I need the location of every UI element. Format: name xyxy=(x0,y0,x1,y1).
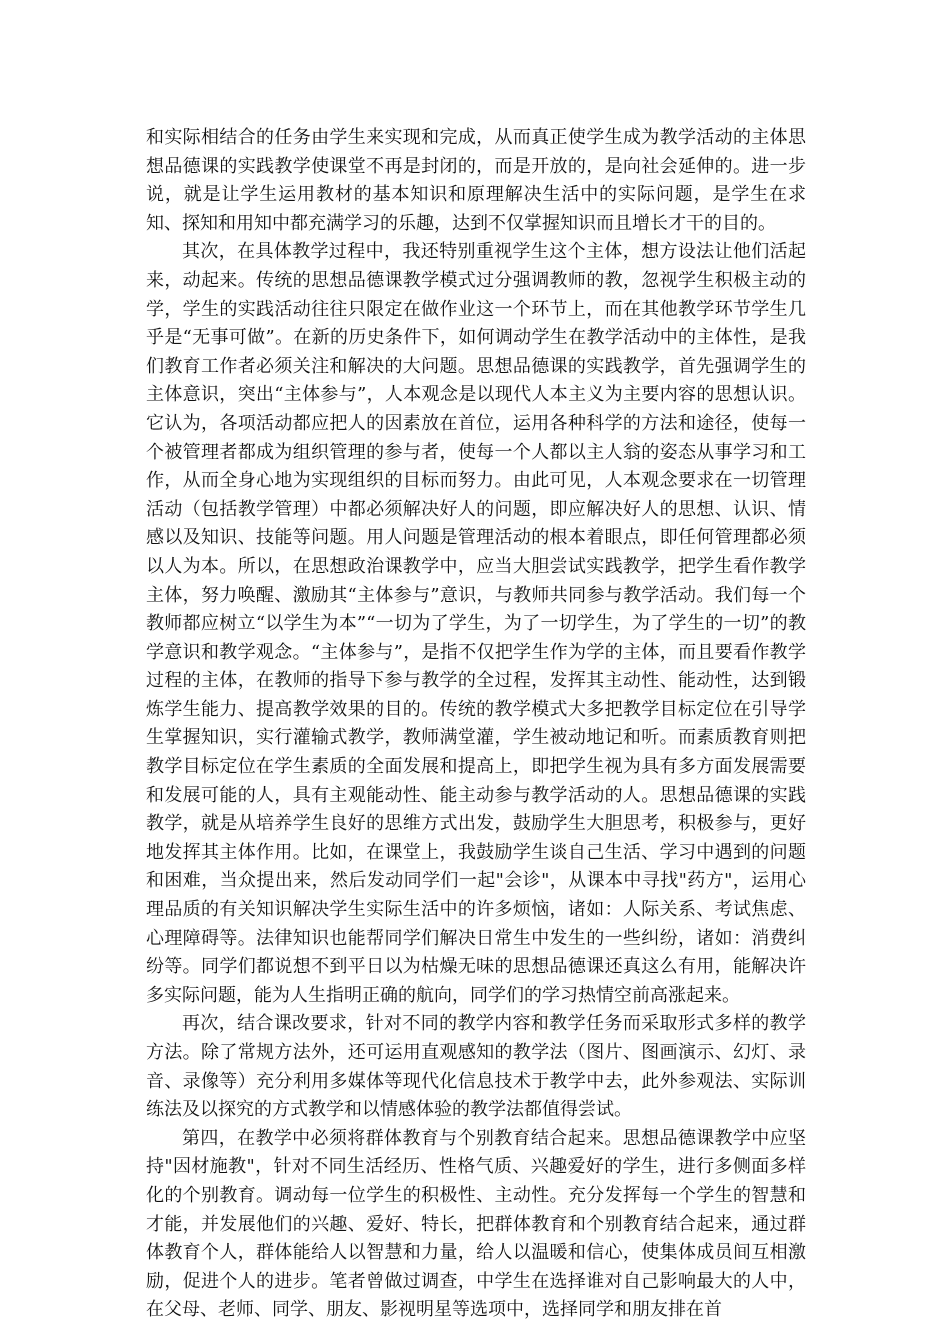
paragraph-4: 第四，在教学中必须将群体教育与个别教育结合起来。思想品德课教学中应坚持"因材施教"，针对不同生活经历、性格气质、兴趣爱好的学生，进行多侧面多样化的个别教育。调动每一位学生的积极性、主动性。充分发挥每一个学生的智慧和才能，并发展他们的兴趣、爱好、特长，把群体教育和个别教育结合起来，通过群体教育个人，群体能给人以智慧和力量，给人以温暖和信心，使集体成员间互相激励，促进个人的进步。笔者曾做过调查，中学生在选择谁对自己影响最大的人中，在父母、老师、同学、朋友、影视明星等选项中，选择同学和朋友排在首 xyxy=(146,1127,806,1321)
document-body xyxy=(146,124,806,1325)
paragraph-1: 和实际相结合的任务由学生来实现和完成，从而真正使学生成为教学活动的主体思想品德课的实践教学使课堂不再是封闭的，而是开放的，是向社会延伸的。进一步说，就是让学生运用教材的基本知识和原理解决生活中的实际问题，是学生在求知、探知和用知中都充满学习的乐趣，达到不仅掌握知识而且增长才干的目的。 xyxy=(146,127,806,234)
paragraph-3: 再次，结合课改要求，针对不同的教学内容和教学任务而采取形式多样的教学方法。除了常规方法外，还可运用直观感知的教学法（图片、图画演示、幻灯、录音、录像等）充分利用多媒体等现代化信息技术于教学中去，此外参观法、实际训练法及以探究的方式教学和以情感体验的教学法都值得尝试。 xyxy=(146,1013,806,1121)
paragraph-2: 其次，在具体教学过程中，我还特别重视学生这个主体，想方设法让他们活起来，动起来。传统的思想品德课教学模式过分强调教师的教，忽视学生积极主动的学，学生的实践活动往往只限定在做作业这一个环节上，而在其他教学环节学生几乎是“无事可做”。在新的历史条件下，如何调动学生在教学活动中的主体性，是我们教育工作者必须关注和解决的大问题。思想品德课的实践教学，首先强调学生的主体意识，突出“主体参与”，人本观念是以现代人本主义为主要内容的思想认识。它认为，各项活动都应把人的因素放在首位，运用各种科学的方法和途径，使每一个被管理者都成为组织管理的参与者，使每一个人都以主人翁的姿态从事学习和工作，从而全身心地为实现组织的目标而努力。由此可见，人本观念要求在一切管理活动（包括教学管理）中都必须解决好人的问题，即应解决好人的思想、认识、情感以及知识、技能等问题。用人问题是管理活动的根本着眼点，即任何管理都必须以人为本。所以，在思想政治课教学中，应当大胆尝试实践教学，把学生看作教学主体，努力唤醒、激励其“主体参与”意识，与教师共同参与教学活动。我们每一个教师都应树立“以学生为本”“一切为了学生，为了一切学生，为了学生的一切”的教学意识和教学观念。“主体参与”，是指不仅把学生作为学的主体，而且要看作教学过程的主体，在教师的指导下参与教学的全过程，发挥其主动性、能动性，达到锻炼学生能力、提高教学效果的目的。传统的教学模式大多把教学目标定位在引导学生掌握知识，实行灌输式教学，教师满堂灌，学生被动地记和听。而素质教育则把教学目标定位在学生素质的全面发展和提高上，即把学生视为具有多方面发展需要和发展可能的人，具有主观能动性、能主动参与教学活动的人。思想品德课的实践教学，就是从培养学生良好的思维方式出发，鼓励学生大胆思考，积极参与，更好地发挥其主体作用。比如，在课堂上，我鼓励学生谈自己生活、学习中遇到的问题和困难，当众提出来，然后发动同学们一起"会诊"，从课本中寻找"药方"，运用心理品质的有关知识解决学生实际生活中的许多烦恼，诸如：人际关系、考试焦虑、心理障碍等。法律知识也能帮同学们解决日常生中发生的一些纠纷，诸如：消费纠纷等。同学们都说想不到平日以为枯燥无味的思想品德课还真这么有用，能解决许多实际问题，能为人生指明正确的航向，同学们的学习热情空前高涨起来。 xyxy=(146,241,806,1006)
